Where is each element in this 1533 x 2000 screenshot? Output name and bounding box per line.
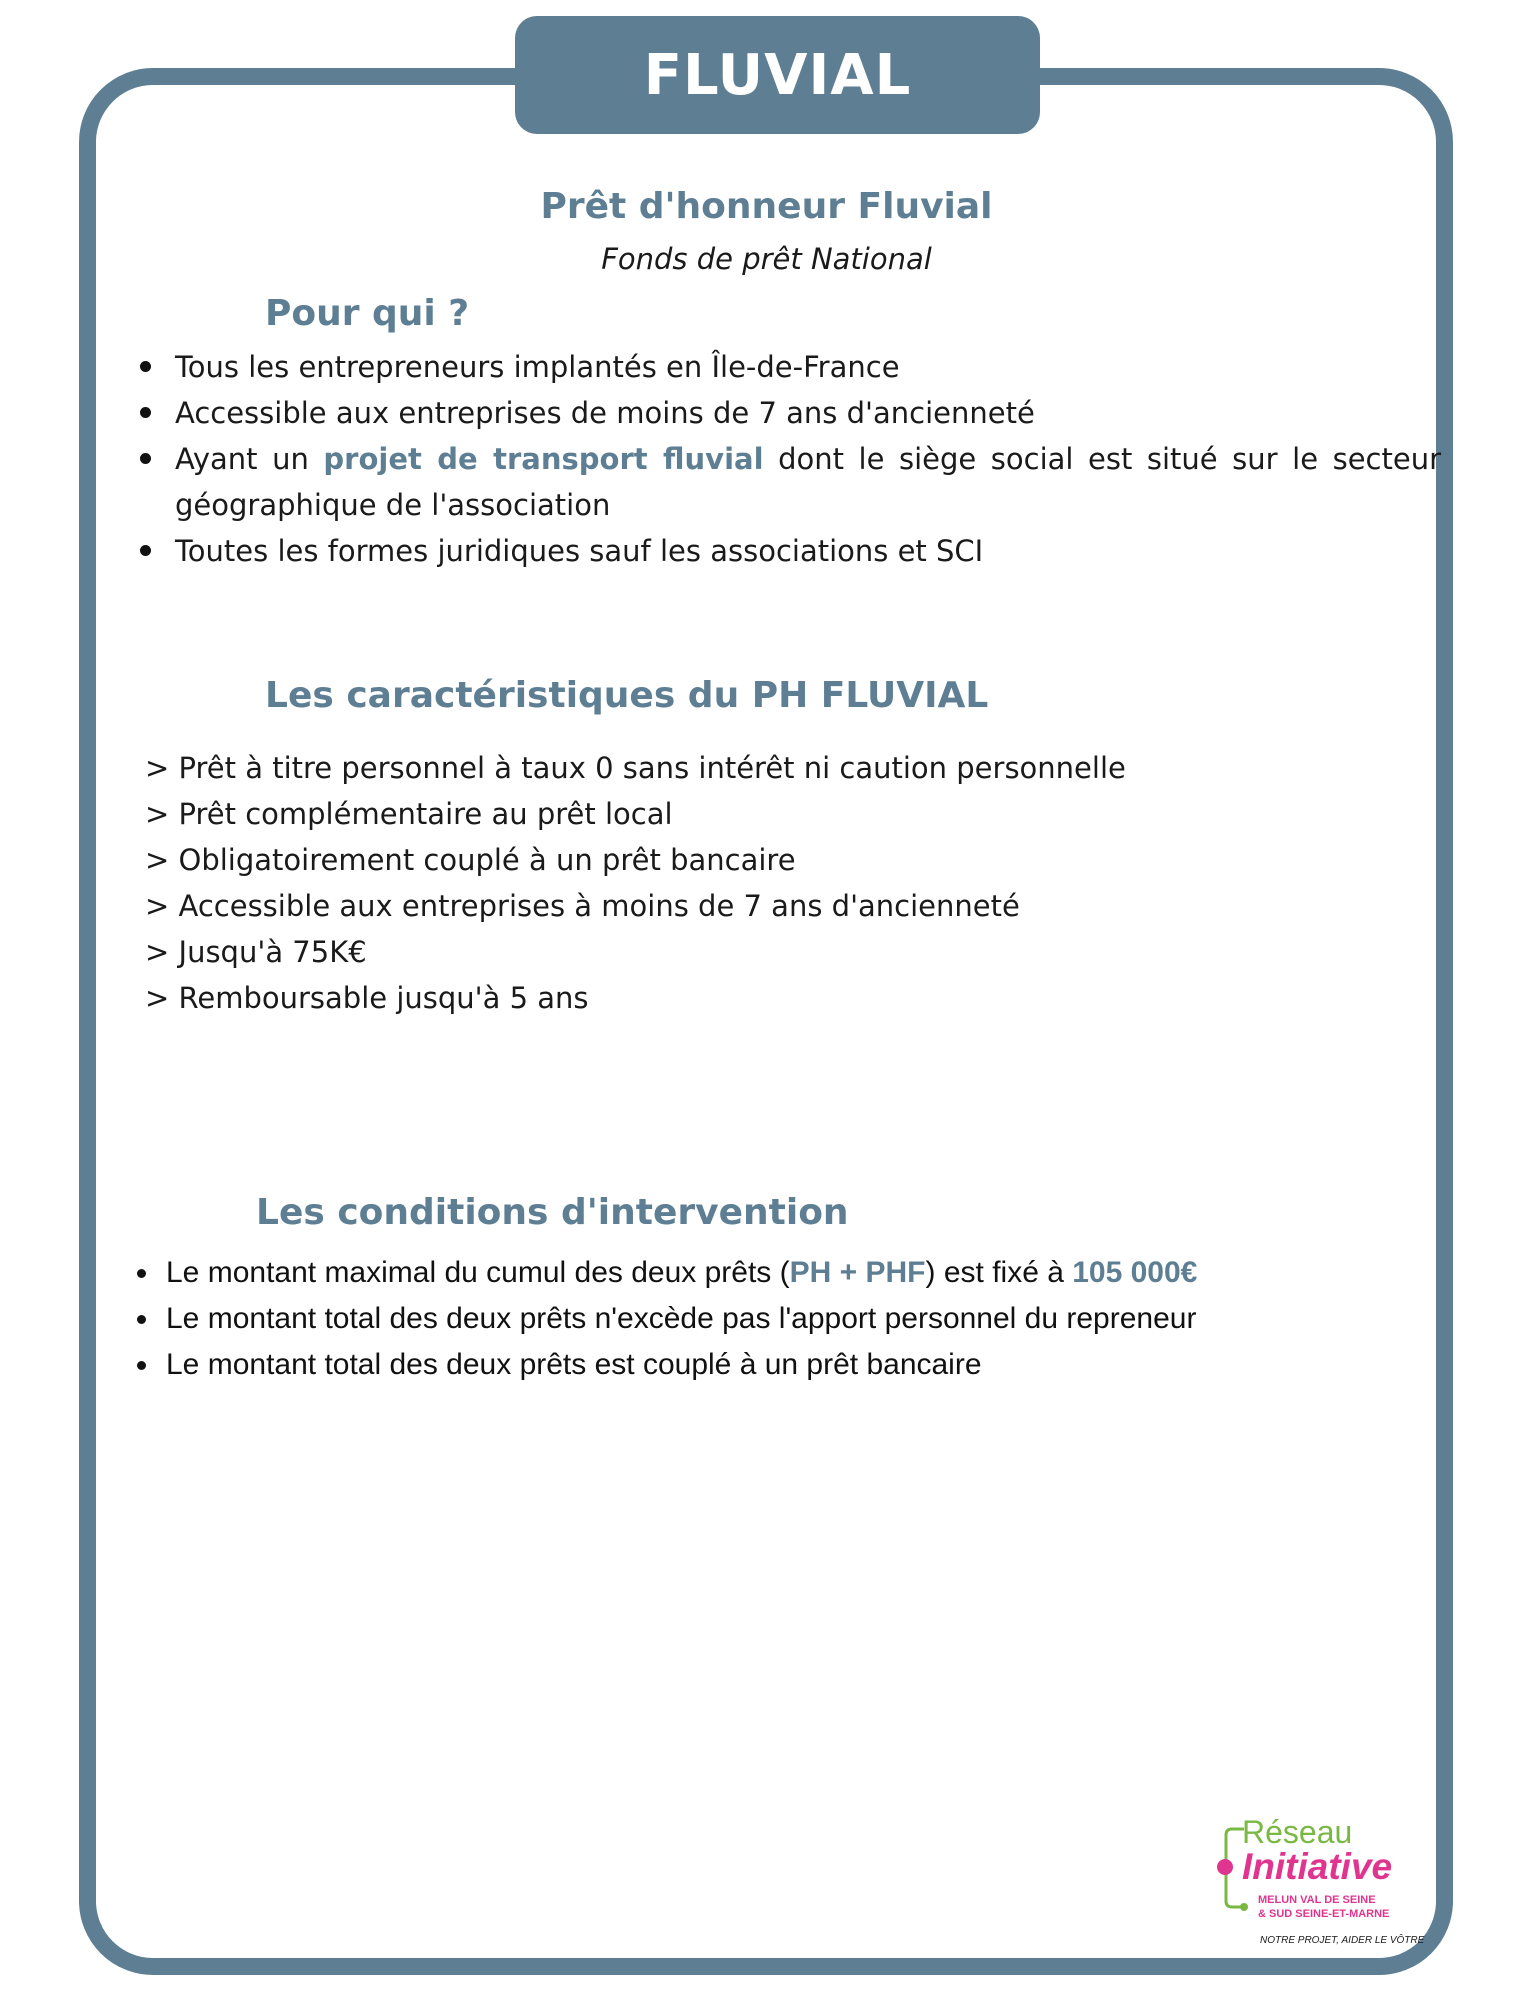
list-item: > Jusqu'à 75K€ <box>145 935 367 969</box>
conditions-list <box>130 1250 1197 1388</box>
list-item: > Prêt complémentaire au prêt local <box>145 797 673 831</box>
bullet-icon <box>140 361 151 372</box>
page-title: Prêt d'honneur Fluvial <box>540 186 993 227</box>
caracteristiques-list <box>145 745 1126 1021</box>
header-tab-title: FLUVIAL <box>643 42 912 108</box>
list-item: Le montant total des deux prêts est couplé à un prêt bancaire <box>130 1342 1197 1388</box>
list-item: Accessible aux entreprises de moins de 7 ans d'ancienneté <box>138 390 1441 436</box>
pour-qui-list <box>138 344 1441 574</box>
list-item: Ayant un projet de transport fluvial dont le siège social est situé sur le secteur géographique de l'association <box>138 436 1441 528</box>
section-heading-caracteristiques: Les caractéristiques du PH FLUVIAL <box>265 675 989 716</box>
list-item: Le montant maximal du cumul des deux prêts (PH + PHF) est fixé à 105 000€ <box>130 1250 1197 1296</box>
list-item: > Obligatoirement couplé à un prêt bancaire <box>145 843 796 877</box>
section-heading-pour-qui: Pour qui ? <box>265 293 470 334</box>
highlight-text: 105 000€ <box>1072 1256 1198 1289</box>
header-tab <box>515 16 1040 134</box>
list-item: Le montant total des deux prêts n'excède pas l'apport personnel du repreneur <box>130 1296 1197 1342</box>
logo-subtitle: MELUN VAL DE SEINE & SUD SEINE-ET-MARNE <box>1258 1894 1390 1920</box>
logo-text-initiative: Initiative <box>1242 1846 1393 1887</box>
bullet-icon <box>137 1361 146 1370</box>
list-item: > Prêt à titre personnel à taux 0 sans intérêt ni caution personnelle <box>145 751 1126 785</box>
bullet-icon <box>140 545 151 556</box>
bullet-icon <box>140 453 151 464</box>
highlight-text: projet de transport fluvial <box>323 442 764 476</box>
list-item: Toutes les formes juridiques sauf les associations et SCI <box>138 528 1441 574</box>
list-item: > Remboursable jusqu'à 5 ans <box>145 981 589 1015</box>
section-heading-conditions: Les conditions d'intervention <box>256 1192 849 1233</box>
bullet-icon <box>137 1269 146 1278</box>
reseau-initiative-logo <box>1210 1815 1440 1955</box>
list-item: > Accessible aux entreprises à moins de 7 ans d'ancienneté <box>145 889 1020 923</box>
bullet-icon <box>140 407 151 418</box>
logo-text-reseau: Réseau <box>1242 1814 1353 1850</box>
logo-tagline: NOTRE PROJET, AIDER LE VÔTRE <box>1260 1935 1425 1946</box>
page-subtitle: Fonds de prêt National <box>601 242 932 276</box>
highlight-text: PH + PHF <box>789 1256 926 1289</box>
bullet-icon <box>137 1315 146 1324</box>
list-item: Tous les entrepreneurs implantés en Île-de-France <box>138 344 1441 390</box>
